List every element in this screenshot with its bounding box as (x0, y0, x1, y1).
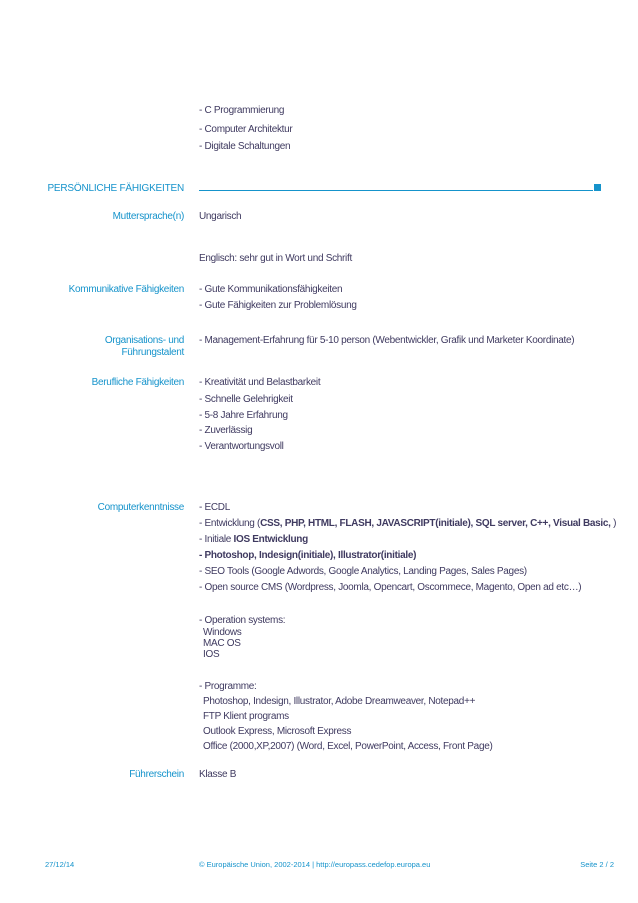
section-title: PERSÖNLICHE FÄHIGKEITEN (47, 183, 184, 194)
footer-copyright-link[interactable]: © Europäische Union, 2002-2014 | http://europass.cedefop.europa.eu (199, 860, 431, 869)
computer-cms: - Open source CMS (Wordpress, Joomla, Opencart, Oscommece, Magento, Open ad etc…) (199, 582, 582, 593)
communication-label: Kommunikative Fähigkeiten (68, 284, 184, 295)
programs-item: Office (2000,XP,2007) (Word, Excel, PowerPoint, Access, Front Page) (203, 741, 493, 752)
job-related-item: - Zuverlässig (199, 425, 253, 436)
top-list-item: - Computer Architektur (199, 124, 293, 135)
computer-seo: - SEO Tools (Google Adwords, Google Analytics, Landing Pages, Sales Pages) (199, 566, 527, 577)
mother-tongue-value: Ungarisch (199, 211, 242, 222)
foreign-language-value: Englisch: sehr gut in Wort und Schrift (199, 253, 352, 264)
computer-ecdl: - ECDL (199, 502, 230, 513)
computer-design-tools: - Photoshop, Indesign(initiale), Illustrator(initiale) (199, 550, 417, 561)
top-list-item: - Digitale Schaltungen (199, 141, 291, 152)
footer-date: 27/12/14 (45, 860, 75, 869)
job-related-label: Berufliche Fähigkeiten (91, 377, 184, 388)
job-related-item: - 5-8 Jahre Erfahrung (199, 410, 288, 421)
organisational-label-line2: Führungstalent (121, 347, 184, 358)
programs-item: Outlook Express, Microsoft Express (203, 726, 352, 737)
driving-label: Führerschein (129, 769, 184, 780)
organisational-label-line1: Organisations- und (104, 335, 184, 346)
section-square-icon (594, 184, 601, 191)
programs-item: Photoshop, Indesign, Illustrator, Adobe Dreamweaver, Notepad++ (203, 696, 476, 707)
os-item: MAC OS (203, 638, 241, 649)
computer-label: Computerkenntnisse (97, 502, 184, 513)
programs-item: FTP Klient programs (203, 711, 289, 722)
os-title: - Operation systems: (199, 615, 286, 626)
top-list-item: - C Programmierung (199, 105, 285, 116)
organisational-value: - Management-Erfahrung für 5-10 person (Webentwickler, Grafik und Marketer Koordinate) (199, 335, 575, 346)
job-related-item: - Verantwortungsvoll (199, 441, 284, 452)
job-related-item: - Kreativität und Belastbarkeit (199, 377, 321, 388)
communication-item: - Gute Kommunikationsfähigkeiten (199, 284, 343, 295)
computer-ios: - Initiale IOS Entwicklung (199, 534, 308, 545)
footer-page-number: Seite 2 / 2 (580, 860, 614, 869)
section-rule (199, 190, 593, 191)
mother-tongue-label: Muttersprache(n) (112, 211, 184, 222)
computer-development: - Entwicklung (CSS, PHP, HTML, FLASH, JAVASCRIPT(initiale), SQL server, C++, Visual Basic, ) (199, 518, 617, 529)
os-item: Windows (203, 627, 242, 638)
job-related-item: - Schnelle Gelehrigkeit (199, 394, 293, 405)
os-item: IOS (203, 649, 220, 660)
driving-value: Klasse B (199, 769, 237, 780)
communication-item: - Gute Fähigkeiten zur Problemlösung (199, 300, 357, 311)
programs-title: - Programme: (199, 681, 257, 692)
